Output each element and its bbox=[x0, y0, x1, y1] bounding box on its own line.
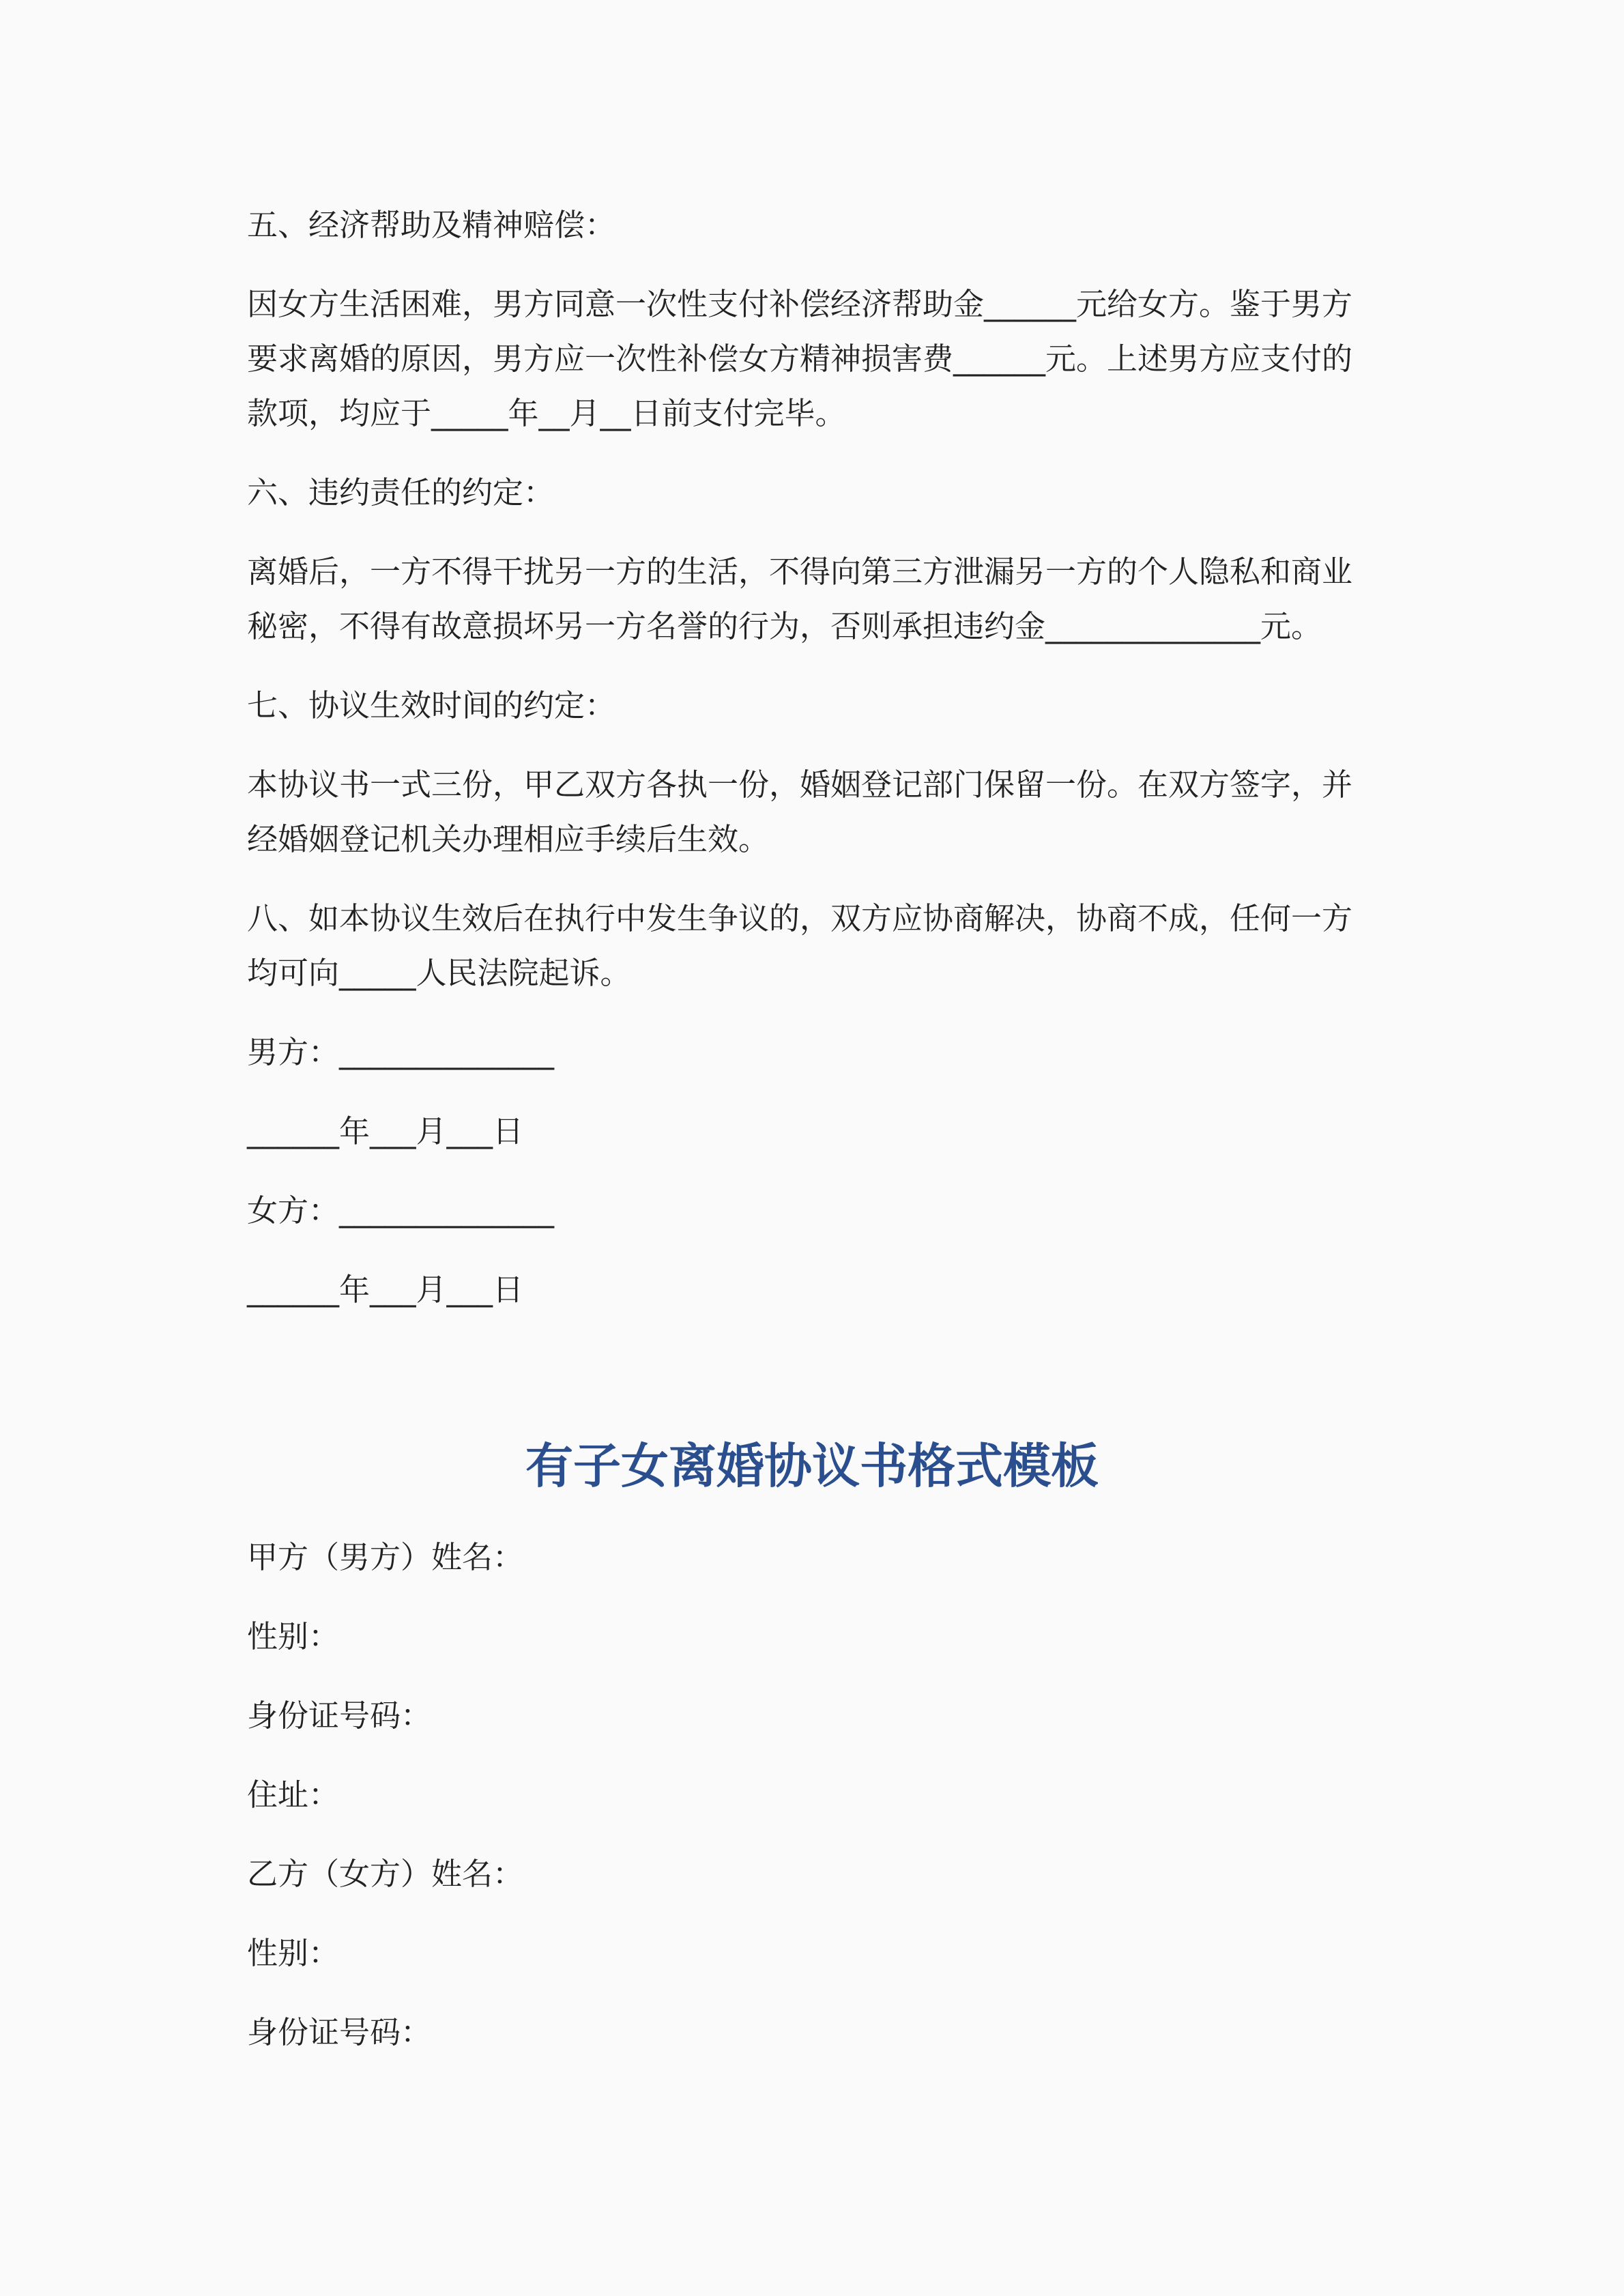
male-date-line: ______年___月___日 bbox=[247, 1113, 524, 1149]
section-5-body: 因女方生活困难，男方同意一次性支付补偿经济帮助金______元给女方。鉴于男方要求离婚的原因，男方应一次性补偿女方精神损害费______元。上述男方应支付的款项，均应于_____年__月__日前支付完毕。 bbox=[247, 286, 1353, 431]
male-signature-line: 男方：______________ bbox=[247, 1034, 555, 1070]
party-info-form bbox=[247, 1530, 1380, 2084]
document-title: 有子女离婚协议书格式模板 bbox=[525, 1438, 1099, 1494]
party-a-name-label: 甲方（男方）姓名： bbox=[247, 1539, 524, 1575]
section-7-body: 本协议书一式三份，甲乙双方各执一份，婚姻登记部门保留一份。在双方签字，并经婚姻登记机关办理相应手续后生效。 bbox=[247, 766, 1353, 857]
party-b-id-label: 身份证号码： bbox=[247, 2014, 432, 2050]
section-7-heading: 七、协议生效时间的约定： bbox=[247, 687, 616, 723]
party-b-gender-label: 性别： bbox=[247, 1935, 340, 1971]
female-signature-line: 女方：______________ bbox=[247, 1192, 555, 1229]
party-a-address-label: 住址： bbox=[247, 1777, 340, 1813]
section-5-heading: 五、经济帮助及精神赔偿： bbox=[247, 207, 616, 243]
female-date-line: ______年___月___日 bbox=[247, 1272, 524, 1308]
section-6-body: 离婚后，一方不得干扰另一方的生活，不得向第三方泄漏另一方的个人隐私和商业秘密，不得有故意损坏另一方名誉的行为，否则承担违约金______________元。 bbox=[247, 554, 1353, 644]
party-a-id-label: 身份证号码： bbox=[247, 1697, 432, 1734]
party-b-name-label: 乙方（女方）姓名： bbox=[247, 1856, 524, 1892]
section-6-heading: 六、违约责任的约定： bbox=[247, 474, 555, 511]
party-a-gender-label: 性别： bbox=[247, 1618, 340, 1654]
agreement-body bbox=[247, 198, 1380, 1342]
section-8-body: 八、如本协议生效后在执行中发生争议的，双方应协商解决，协商不成，任何一方均可向_____人民法院起诉。 bbox=[247, 900, 1353, 991]
